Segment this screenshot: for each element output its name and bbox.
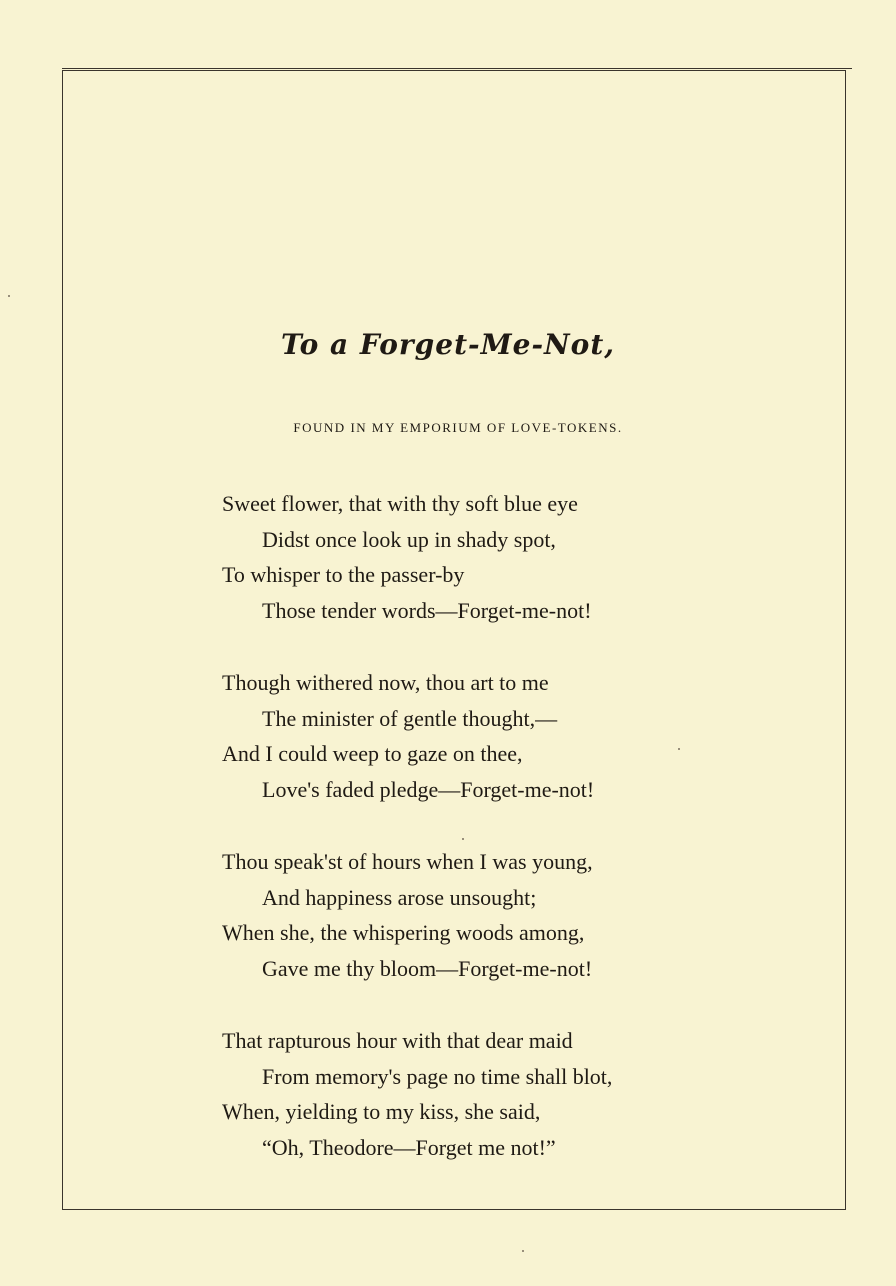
paper-speck	[8, 295, 10, 297]
poem-line: The minister of gentle thought,—	[262, 705, 558, 731]
stanza-4	[222, 1023, 742, 1165]
poem-line: And I could weep to gaze on thee,	[222, 741, 523, 766]
stanza-3	[222, 844, 742, 986]
poem-line: “Oh, Theodore—Forget me not!”	[262, 1134, 556, 1160]
poem-line: Those tender words—Forget-me-not!	[262, 597, 592, 623]
paper-speck	[522, 1250, 524, 1252]
poem-line: Though withered now, thou art to me	[222, 670, 549, 695]
poem-line: When, yielding to my kiss, she said,	[222, 1099, 541, 1124]
poem-title: To a Forget-Me-Not,	[280, 328, 616, 361]
poem-line: Love's faded pledge—Forget-me-not!	[262, 776, 595, 802]
poem-line: From memory's page no time shall blot,	[262, 1063, 613, 1089]
stanza-2	[222, 665, 742, 807]
poem-line: Didst once look up in shady spot,	[262, 526, 556, 552]
poem-line: When she, the whispering woods among,	[222, 920, 585, 945]
poem-line: Sweet flower, that with thy soft blue eye	[222, 491, 578, 516]
poem-line: And happiness arose unsought;	[262, 884, 537, 910]
poem-line: Thou speak'st of hours when I was young,	[222, 849, 593, 874]
poem-line: That rapturous hour with that dear maid	[222, 1028, 573, 1053]
poem-line: Gave me thy bloom—Forget-me-not!	[262, 955, 593, 981]
poem-subtitle: FOUND IN MY EMPORIUM OF LOVE-TOKENS.	[293, 420, 623, 435]
paper-speck	[462, 838, 464, 840]
top-rule	[62, 68, 852, 69]
stanza-1	[222, 486, 742, 628]
poem-body	[222, 486, 742, 1202]
paper-speck	[678, 748, 680, 750]
poem-line: To whisper to the passer-by	[222, 562, 465, 587]
